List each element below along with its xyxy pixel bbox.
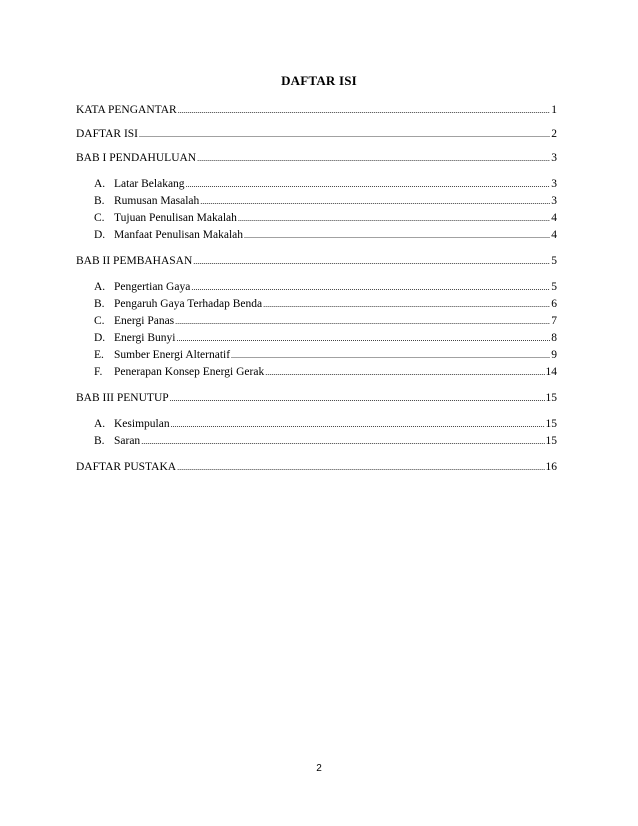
toc-subentry[interactable]: [76, 330, 557, 347]
toc-entry-label: DAFTAR ISI: [76, 128, 139, 140]
toc-entry-label: Manfaat Penulisan Makalah: [114, 229, 244, 241]
dot-leader: [191, 279, 550, 296]
toc-entry-page: 3: [551, 178, 557, 190]
dot-leader: [139, 126, 550, 143]
toc-entry-label: BAB II PEMBAHASAN: [76, 255, 193, 267]
dot-leader: [200, 193, 550, 210]
toc-entry-page: 2: [551, 128, 557, 140]
toc-marker: B.: [94, 195, 105, 207]
toc-marker: C.: [94, 212, 105, 224]
toc-subentry[interactable]: [76, 279, 557, 296]
toc-entry-label: Kesimpulan: [114, 418, 170, 430]
toc-entry-kata-pengantar[interactable]: [76, 102, 557, 119]
toc-entry-page: 14: [545, 366, 557, 378]
toc-marker: C.: [94, 315, 105, 327]
toc-marker: A.: [94, 178, 106, 190]
toc-entry-page: 15: [545, 435, 557, 447]
dot-leader: [176, 330, 550, 347]
toc-entry-label: Pengaruh Gaya Terhadap Benda: [114, 298, 263, 310]
toc-entry-label: BAB III PENUTUP: [76, 392, 169, 404]
page-number: 2: [316, 763, 322, 774]
toc-subentry[interactable]: [76, 364, 557, 381]
toc-entry-page: 16: [545, 461, 557, 473]
dot-leader: [238, 210, 550, 227]
dot-leader: [244, 227, 550, 244]
toc-marker: A.: [94, 281, 106, 293]
toc-entry-label: Pengertian Gaya: [114, 281, 191, 293]
dot-leader: [141, 433, 544, 450]
toc-entry-page: 15: [545, 392, 557, 404]
toc-entry-page: 3: [551, 195, 557, 207]
dot-leader: [186, 176, 551, 193]
toc-marker: B.: [94, 435, 105, 447]
toc-subentry[interactable]: [76, 433, 557, 450]
toc-subentry[interactable]: [76, 296, 557, 313]
toc-entry-label: Penerapan Konsep Energi Gerak: [114, 366, 265, 378]
toc-entry-label: Saran: [114, 435, 141, 447]
toc-entry-label: KATA PENGANTAR: [76, 104, 177, 116]
toc-entry-page: 9: [551, 349, 557, 361]
toc-entry-page: 8: [551, 332, 557, 344]
dot-leader: [263, 296, 550, 313]
toc-subentry[interactable]: [76, 193, 557, 210]
page-title: DAFTAR ISI: [281, 73, 357, 88]
toc-entry-label: DAFTAR PUSTAKA: [76, 461, 177, 473]
toc-entry-page: 7: [551, 315, 557, 327]
toc-subentry[interactable]: [76, 210, 557, 227]
dot-leader: [178, 102, 551, 119]
toc-entry-label: Rumusan Masalah: [114, 195, 200, 207]
toc-entry-label: Energi Panas: [114, 315, 175, 327]
toc-entry-label: Energi Bunyi: [114, 332, 176, 344]
toc-entry-page: 4: [551, 212, 557, 224]
toc-entry-daftar-pustaka[interactable]: [76, 459, 557, 476]
toc-entry-page: 3: [551, 152, 557, 164]
toc-entry-label: BAB I PENDAHULUAN: [76, 152, 197, 164]
toc-entry-page: 5: [551, 281, 557, 293]
toc-entry-page: 4: [551, 229, 557, 241]
toc-marker: F.: [94, 366, 103, 378]
toc-entry-page: 15: [545, 418, 557, 430]
toc-entry-daftar-isi[interactable]: [76, 126, 557, 143]
toc-chapter-bab-1[interactable]: [76, 150, 557, 167]
toc-marker: A.: [94, 418, 106, 430]
toc-marker: D.: [94, 229, 106, 241]
dot-leader: [197, 150, 550, 167]
toc-entry-label: Tujuan Penulisan Makalah: [114, 212, 237, 224]
dot-leader: [170, 390, 545, 407]
toc-subentry[interactable]: [76, 227, 557, 244]
toc-marker: B.: [94, 298, 105, 310]
toc-subentry[interactable]: [76, 416, 557, 433]
toc-marker: E.: [94, 349, 104, 361]
toc-subentry[interactable]: [76, 313, 557, 330]
toc-entry-page: 6: [551, 298, 557, 310]
toc-entry-page: 1: [551, 104, 557, 116]
dot-leader: [171, 416, 545, 433]
toc-entry-label: Sumber Energi Alternatif: [114, 349, 231, 361]
toc-marker: D.: [94, 332, 106, 344]
toc-entry-label: Latar Belakang: [114, 178, 185, 190]
table-of-contents: [76, 102, 557, 476]
dot-leader: [175, 313, 550, 330]
toc-entry-page: 5: [551, 255, 557, 267]
dot-leader: [265, 364, 544, 381]
toc-subentry[interactable]: [76, 176, 557, 193]
toc-chapter-bab-2[interactable]: [76, 253, 557, 270]
toc-subentry[interactable]: [76, 347, 557, 364]
dot-leader: [193, 253, 550, 270]
toc-chapter-bab-3[interactable]: [76, 390, 557, 407]
dot-leader: [177, 459, 544, 476]
dot-leader: [231, 347, 550, 364]
